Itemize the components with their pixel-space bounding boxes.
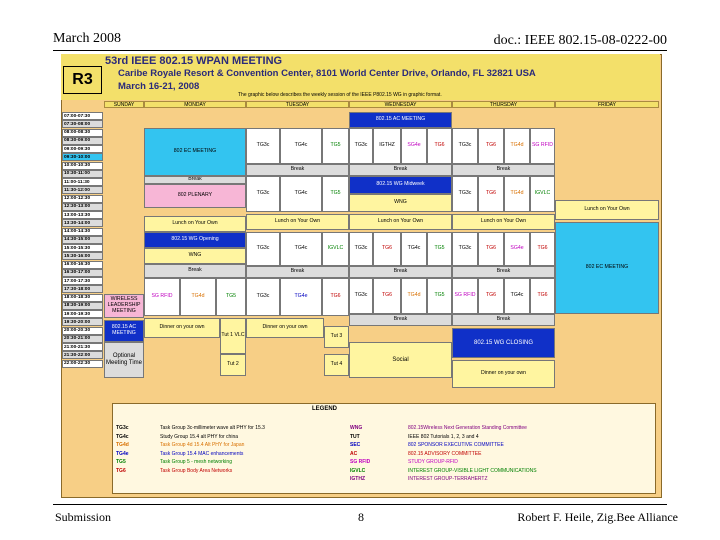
wed-wg-midweek: 802.15 WG Midweek (349, 176, 452, 194)
mon-tg5: TG5 (216, 278, 246, 316)
schedule-dates: March 16-21, 2008 (118, 81, 200, 92)
thu-break-1: Break (452, 164, 555, 176)
time-slot: 07:00-07:30 (62, 112, 103, 120)
tue-tut-4: Tut 4 (324, 354, 349, 376)
wed-pm2-tg5: TG5 (427, 278, 452, 314)
wed-break-1: Break (349, 164, 452, 176)
thu-break-2: Break (452, 266, 555, 278)
thu-mid-tg6: TG6 (478, 176, 504, 212)
footer-page-number: 8 (358, 510, 364, 524)
wed-break-2: Break (349, 266, 452, 278)
time-slot: 18:00-18:30 (62, 294, 103, 302)
time-slot: 08:00-08:30 (62, 129, 103, 137)
wed-am-igthz: IGTHZ (373, 128, 401, 164)
mon-tut-1: Tut 1 VLC (220, 318, 246, 354)
tue-am-tg4c: TG4c (280, 128, 322, 164)
tue-mid-tg4c: TG4c (280, 176, 322, 212)
legend-description: Study Group 15.4 alt PHY for china (160, 433, 239, 440)
legend-title: LEGEND (312, 406, 338, 412)
time-slot: 09:00-09:30 (62, 145, 103, 153)
thu-pm1-tg6: TG6 (478, 232, 504, 266)
tue-mid-tg5: TG5 (322, 176, 349, 212)
tue-break-2: Break (246, 266, 349, 278)
wed-pm2-tg4d: TG4d (401, 278, 427, 314)
footer-author: Robert F. Heile, Zig.Bee Alliance (517, 510, 678, 524)
sun-wireless-leadership: WIRELESS LEADERSHIP MEETING (104, 294, 144, 318)
time-slot: 21:30-22:00 (62, 351, 103, 359)
wed-am-tg6: TG6 (427, 128, 452, 164)
legend-code-2: AC (350, 450, 358, 457)
wed-lunch: Lunch on Your Own (349, 214, 452, 230)
tue-tut-3: Tut 3 (324, 326, 349, 348)
tue-pm2-tg4e: TG4e (280, 278, 322, 316)
footer-rule (53, 504, 667, 505)
day-friday: FRIDAY (555, 101, 659, 108)
sun-ac-meeting: 802.15 AC MEETING (104, 320, 144, 342)
legend-code-2: TUT (350, 433, 360, 440)
time-slot: 17:00-17:30 (62, 277, 103, 285)
thu-am-tg4d: TG4d (504, 128, 530, 164)
thu-mid-tg4d: TG4d (504, 176, 530, 212)
wed-pm2-tg3c: TG3c (349, 278, 373, 314)
time-slot: 10:30-11:00 (62, 170, 103, 178)
mon-ec-meeting: 802 EC MEETING (144, 128, 246, 176)
legend-description-2: IEEE 802 Tutorials 1, 2, 3 and 4 (408, 433, 479, 440)
wed-pm1-tg3c: TG3c (349, 232, 373, 266)
time-slot: 19:00-19:30 (62, 310, 103, 318)
sun-optional-time: Optional Meeting Time (104, 342, 144, 378)
time-slot: 20:30-21:00 (62, 335, 103, 343)
legend-description: Task Group Body Area Networks (160, 467, 233, 474)
time-slot: 11:30-12:00 (62, 186, 103, 194)
legend-code: TG4c (116, 433, 129, 440)
legend-code-2: SG RFID (350, 459, 371, 465)
mon-sg-rfid: SG RFID (144, 278, 180, 316)
legend-code-2: WNG (350, 425, 363, 431)
time-slot: 09:30-10:00 (62, 153, 103, 161)
fri-ec-meeting: 802 EC MEETING (555, 222, 659, 314)
legend-code: TG6 (116, 467, 126, 474)
legend-description-2: 802.15 ADVISORY COMMITTEE (408, 450, 482, 457)
time-slot: 12:00-12:30 (62, 195, 103, 203)
wed-am-sg4e: SG4e (401, 128, 427, 164)
tue-lunch: Lunch on Your Own (246, 214, 349, 230)
legend-code-2: IGVLC (350, 467, 366, 474)
time-slot: 14:00-14:30 (62, 228, 103, 236)
thu-lunch: Lunch on Your Own (452, 214, 555, 230)
legend-description-2: INTEREST GROUP-TERRAHERTZ (408, 476, 488, 482)
time-slot: 08:30-09:00 (62, 137, 103, 145)
thu-am-tg6: TG6 (478, 128, 504, 164)
time-slot: 17:30-18:00 (62, 285, 103, 293)
time-slot: 15:30-16:00 (62, 252, 103, 260)
time-slot: 12:30-13:00 (62, 203, 103, 211)
time-slot: 16:00-16:30 (62, 261, 103, 269)
time-slot: 19:30-20:00 (62, 318, 103, 326)
legend-code: TG4d (116, 442, 129, 448)
mon-wg-opening: 802.15 WG Opening (144, 232, 246, 248)
wed-social: Social (349, 342, 452, 378)
tue-pm1-tg4c: TG4c (280, 232, 322, 266)
wed-pm1-tg5: TG5 (427, 232, 452, 266)
tue-dinner: Dinner on your own (246, 318, 324, 338)
time-slot: 22:00-22:30 (62, 360, 103, 368)
time-slot: 21:00-21:30 (62, 343, 103, 351)
fri-lunch: Lunch on Your Own (555, 200, 659, 220)
thu-pm2-tg6-2: TG6 (530, 278, 555, 314)
tue-mid-tg3c: TG3c (246, 176, 280, 212)
day-sunday: SUNDAY (104, 101, 144, 108)
legend-description: Task Group 15.4 MAC enhancements (160, 450, 244, 457)
day-thursday: THURSDAY (452, 101, 555, 108)
tue-pm1-igvlc: IGVLC (322, 232, 349, 266)
footer-submission: Submission (55, 510, 112, 524)
time-slot: 07:30-08:00 (62, 120, 103, 128)
tue-pm2-tg6: TG6 (322, 278, 349, 316)
legend-code-2: IGTHZ (350, 476, 365, 482)
legend-code: TG4e (116, 450, 129, 457)
mon-break-1: Break (144, 176, 246, 184)
mon-tg4d: TG4d (180, 278, 216, 316)
time-slot: 14:30-15:00 (62, 236, 103, 244)
legend-description-2: 802 SPONSOR EXECUTIVE COMMITTEE (408, 442, 504, 448)
time-slot: 15:00-15:30 (62, 244, 103, 252)
mon-lunch: Lunch on Your Own (144, 216, 246, 232)
mon-802-plenary: 802 PLENARY (144, 184, 246, 208)
time-slot: 16:30-17:00 (62, 269, 103, 277)
thu-mid-tg3c: TG3c (452, 176, 478, 212)
thu-break-3: Break (452, 314, 555, 326)
time-slot: 18:30-19:00 (62, 302, 103, 310)
thu-pm1-tg3c: TG3c (452, 232, 478, 266)
schedule-venue: Caribe Royale Resort & Convention Center, 8101 World Center Drive, Orlando, FL 32821 USA (118, 68, 536, 79)
schedule-title: 53rd IEEE 802.15 WPAN MEETING (105, 55, 283, 67)
schedule-note: The graphic below describes the weekly session of the IEEE P802.15 WG in graphic format. (238, 92, 442, 98)
time-slot: 20:00-20:30 (62, 327, 103, 335)
thu-pm1-sg4e: SG4e (504, 232, 530, 266)
mon-break-2: Break (144, 264, 246, 278)
tue-pm1-tg3c: TG3c (246, 232, 280, 266)
thu-pm2-sg-rfid: SG RFID (452, 278, 478, 314)
room-label: R3 (63, 66, 102, 94)
thu-dinner: Dinner on your own (452, 360, 555, 388)
mon-dinner: Dinner on your own (144, 318, 220, 338)
header-doc-id: doc.: IEEE 802.15-08-0222-00 (493, 33, 667, 48)
thu-mid-igvlc: IGVLC (530, 176, 555, 212)
legend-code: TG3c (116, 425, 129, 431)
tue-pm2-tg3c: TG3c (246, 278, 280, 316)
thu-pm2-tg6: TG6 (478, 278, 504, 314)
wed-ac-meeting: 802.15 AC MEETING (349, 112, 452, 128)
legend-description-2: 802.15Wireless Next Generation Standing Committee (408, 425, 527, 431)
legend-description-2: STUDY GROUP-RFID (408, 459, 458, 465)
day-monday: MONDAY (144, 101, 246, 108)
thu-am-sg-rfid: SG RFID (530, 128, 555, 164)
wed-pm1-tg6: TG6 (373, 232, 401, 266)
legend-description: Task Group 5 - mesh networking (160, 459, 232, 465)
thu-am-tg3c: TG3c (452, 128, 478, 164)
header-date: March 2008 (53, 31, 122, 46)
time-slot: 10:00-10:30 (62, 162, 103, 170)
legend-description-2: INTEREST GROUP-VISIBLE LIGHT COMMUNICATIONS (408, 467, 537, 474)
wed-wng: WNG (349, 194, 452, 212)
wed-am-tg3c: TG3c (349, 128, 373, 164)
legend-code-2: SEC (350, 442, 361, 448)
thu-pm2-tg4c: TG4c (504, 278, 530, 314)
mon-tut-2: Tut 2 (220, 354, 246, 376)
day-wednesday: WEDNESDAY (349, 101, 452, 108)
mon-wng: WNG (144, 248, 246, 264)
legend-description: Task Group 3c-millimeter wave alt PHY for 15.3 (160, 425, 265, 431)
wed-break-3: Break (349, 314, 452, 326)
tue-break-1: Break (246, 164, 349, 176)
thu-wg-closing: 802.15 WG CLOSING (452, 328, 555, 358)
time-slot: 13:30-14:00 (62, 219, 103, 227)
tue-am-tg3c: TG3c (246, 128, 280, 164)
wed-pm2-tg6: TG6 (373, 278, 401, 314)
legend-description: Task Group 4d 15.4 Alt PHY for Japan (160, 442, 245, 448)
time-slot: 11:00-11:30 (62, 178, 103, 186)
day-tuesday: TUESDAY (246, 101, 349, 108)
thu-pm1-tg6-2: TG6 (530, 232, 555, 266)
legend-code: TG5 (116, 459, 126, 465)
legend-box (112, 403, 656, 494)
tue-am-tg5: TG5 (322, 128, 349, 164)
header-rule (53, 50, 667, 51)
time-slot: 13:00-13:30 (62, 211, 103, 219)
wed-pm1-tg4c: TG4c (401, 232, 427, 266)
